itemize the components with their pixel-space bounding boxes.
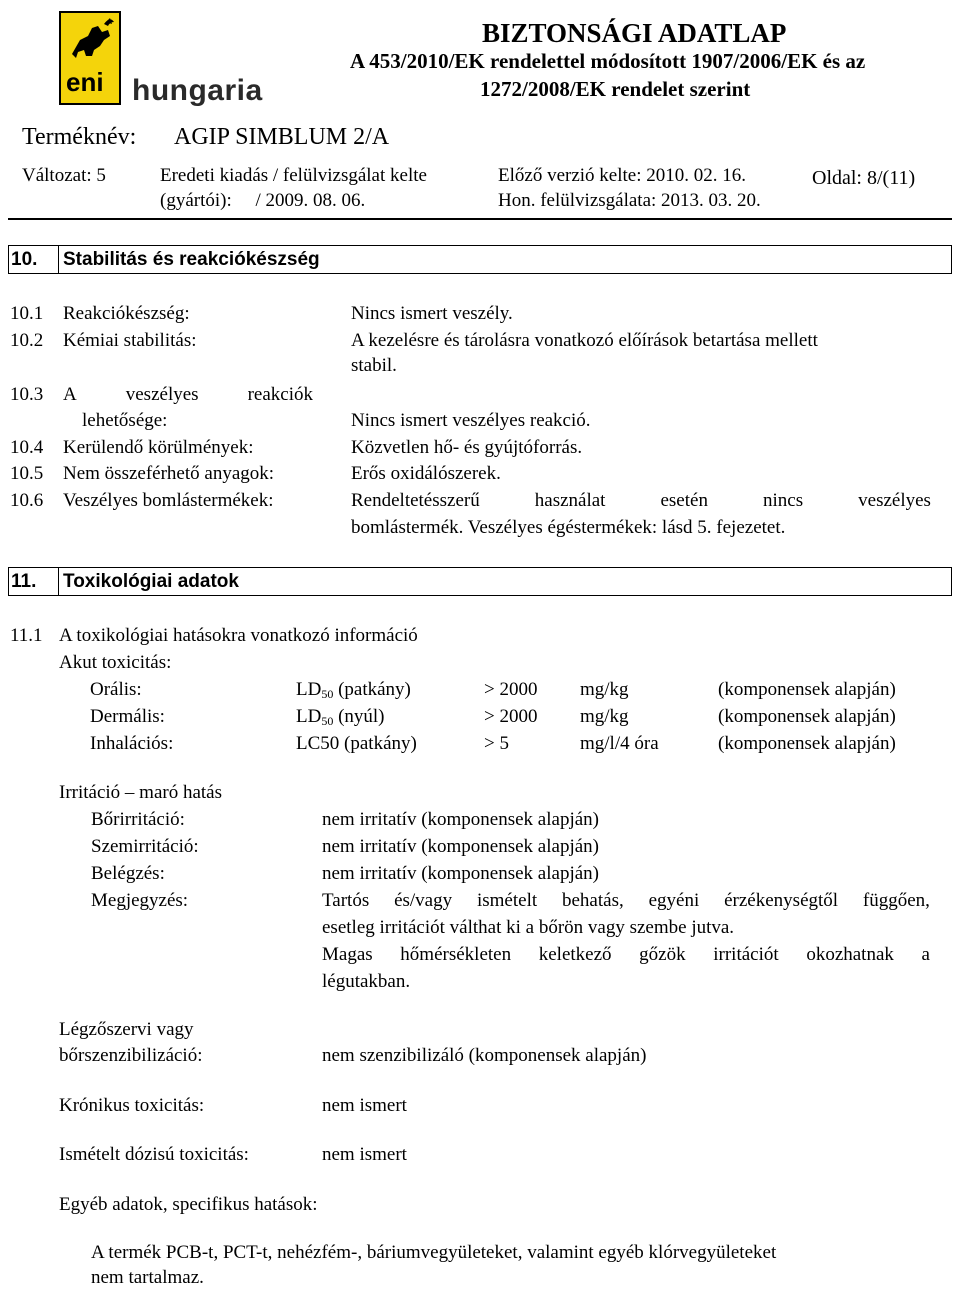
acute-toxicity-label: Akut toxicitás: [59, 652, 172, 673]
original-issue-label: Eredeti kiadás / felülvizsgálat kelte [160, 165, 427, 186]
list-item: 10.4 Kerülendő körülmények: Közvetlen hő- és gyújtóforrás. [10, 437, 583, 458]
original-issue-value: (gyártói): / 2009. 08. 06. [160, 190, 366, 211]
section-number: 11. [9, 568, 59, 595]
list-item: 10.6 Veszélyes bomlástermékek: Rendeltetésszerű használat esetén nincs veszélyes bomlástermék. Veszélyes égéstermékek: lásd 5. fejezetet. [10, 490, 931, 538]
table-row: Orális: $LD_{50}$ (patkány) > 2000 mg/kg (komponensek alapján) [90, 679, 896, 701]
repeated-dose-row: Ismételt dózisú toxicitás: nem ismert [59, 1144, 407, 1165]
note-block: Megjegyzés: Tartós és/vagy ismételt behatás, egyéni érzékenységtől függően, esetleg irritációt válthat ki a bőrön vagy szembe jutva. Magas hőmérsékleten keletkező gőzök irritációt okozhatnak a légutakban. [91, 890, 930, 992]
section-title: Toxikológiai adatok [63, 571, 239, 592]
list-item: Szemirritáció: nem irritatív (komponensek alapján) [91, 836, 599, 857]
list-item: 10.1 Reakciókészség: Nincs ismert veszély. [10, 303, 513, 324]
regulation-line-1: A 453/2010/EK rendelettel módosított 1907/2006/EK és az [350, 49, 866, 73]
list-item: 10.3 A veszélyes reakciók lehetősége: Nincs ismert veszélyes reakció. [10, 384, 591, 431]
other-data-label: Egyéb adatok, specifikus hatások: [59, 1194, 318, 1215]
previous-version: Előző verzió kelte: 2010. 02. 16. [498, 165, 746, 186]
logo-country: hungaria [132, 74, 263, 107]
logo-brand: eni [66, 67, 104, 97]
list-item: 10.2 Kémiai stabilitás: A kezelésre és tárolásra vonatkozó előírások betartása mellett stabil. [10, 330, 818, 376]
product-name: AGIP SIMBLUM 2/A [174, 124, 390, 150]
other-data-line-1: A termék PCB-t, PCT-t, nehézfém-, báriumvegyületeket, valamint egyéb klórvegyületeket [91, 1242, 777, 1263]
chronic-toxicity-row: Krónikus toxicitás: nem ismert [59, 1095, 407, 1116]
hu-revision: Hon. felülvizsgálata: 2013. 03. 20. [498, 190, 761, 211]
version: Változat: 5 [22, 165, 106, 186]
list-item: Bőrirritáció: nem irritatív (komponensek alapján) [91, 809, 599, 830]
section-11-header [8, 567, 952, 596]
regulation-line-2: 1272/2008/EK rendelet szerint [480, 77, 751, 101]
section-number: 10. [9, 246, 59, 273]
section-title: Stabilitás és reakciókészség [63, 249, 320, 270]
irritation-label: Irritáció – maró hatás [59, 782, 223, 803]
sensitization-row: Légzőszervi vagy bőrszenzibilizáció: nem szenzibilizáló (komponensek alapján) [59, 1019, 647, 1066]
page-number: Oldal: 8/(11) [812, 167, 916, 189]
doc-title: BIZTONSÁGI ADATLAP [482, 18, 787, 48]
eni-logo [58, 10, 122, 106]
list-item: 10.5 Nem összeférhető anyagok: Erős oxidálószerek. [10, 463, 501, 484]
section-10-header [8, 245, 952, 274]
other-data-line-2: nem tartalmaz. [91, 1267, 204, 1288]
table-row: Dermális: $LD_{50}$ (nyúl) > 2000 mg/kg (komponensek alapján) [90, 706, 896, 728]
product-label: Terméknév: [22, 124, 137, 150]
subsection-11-1: 11.1 [10, 625, 43, 646]
subsection-title: A toxikológiai hatásokra vonatkozó információ [59, 625, 418, 646]
header-divider [8, 218, 952, 220]
list-item: Belégzés: nem irritatív (komponensek alapján) [91, 863, 599, 884]
table-row: Inhalációs: LC50 (patkány) > 5 mg/l/4 óra (komponensek alapján) [90, 733, 896, 754]
